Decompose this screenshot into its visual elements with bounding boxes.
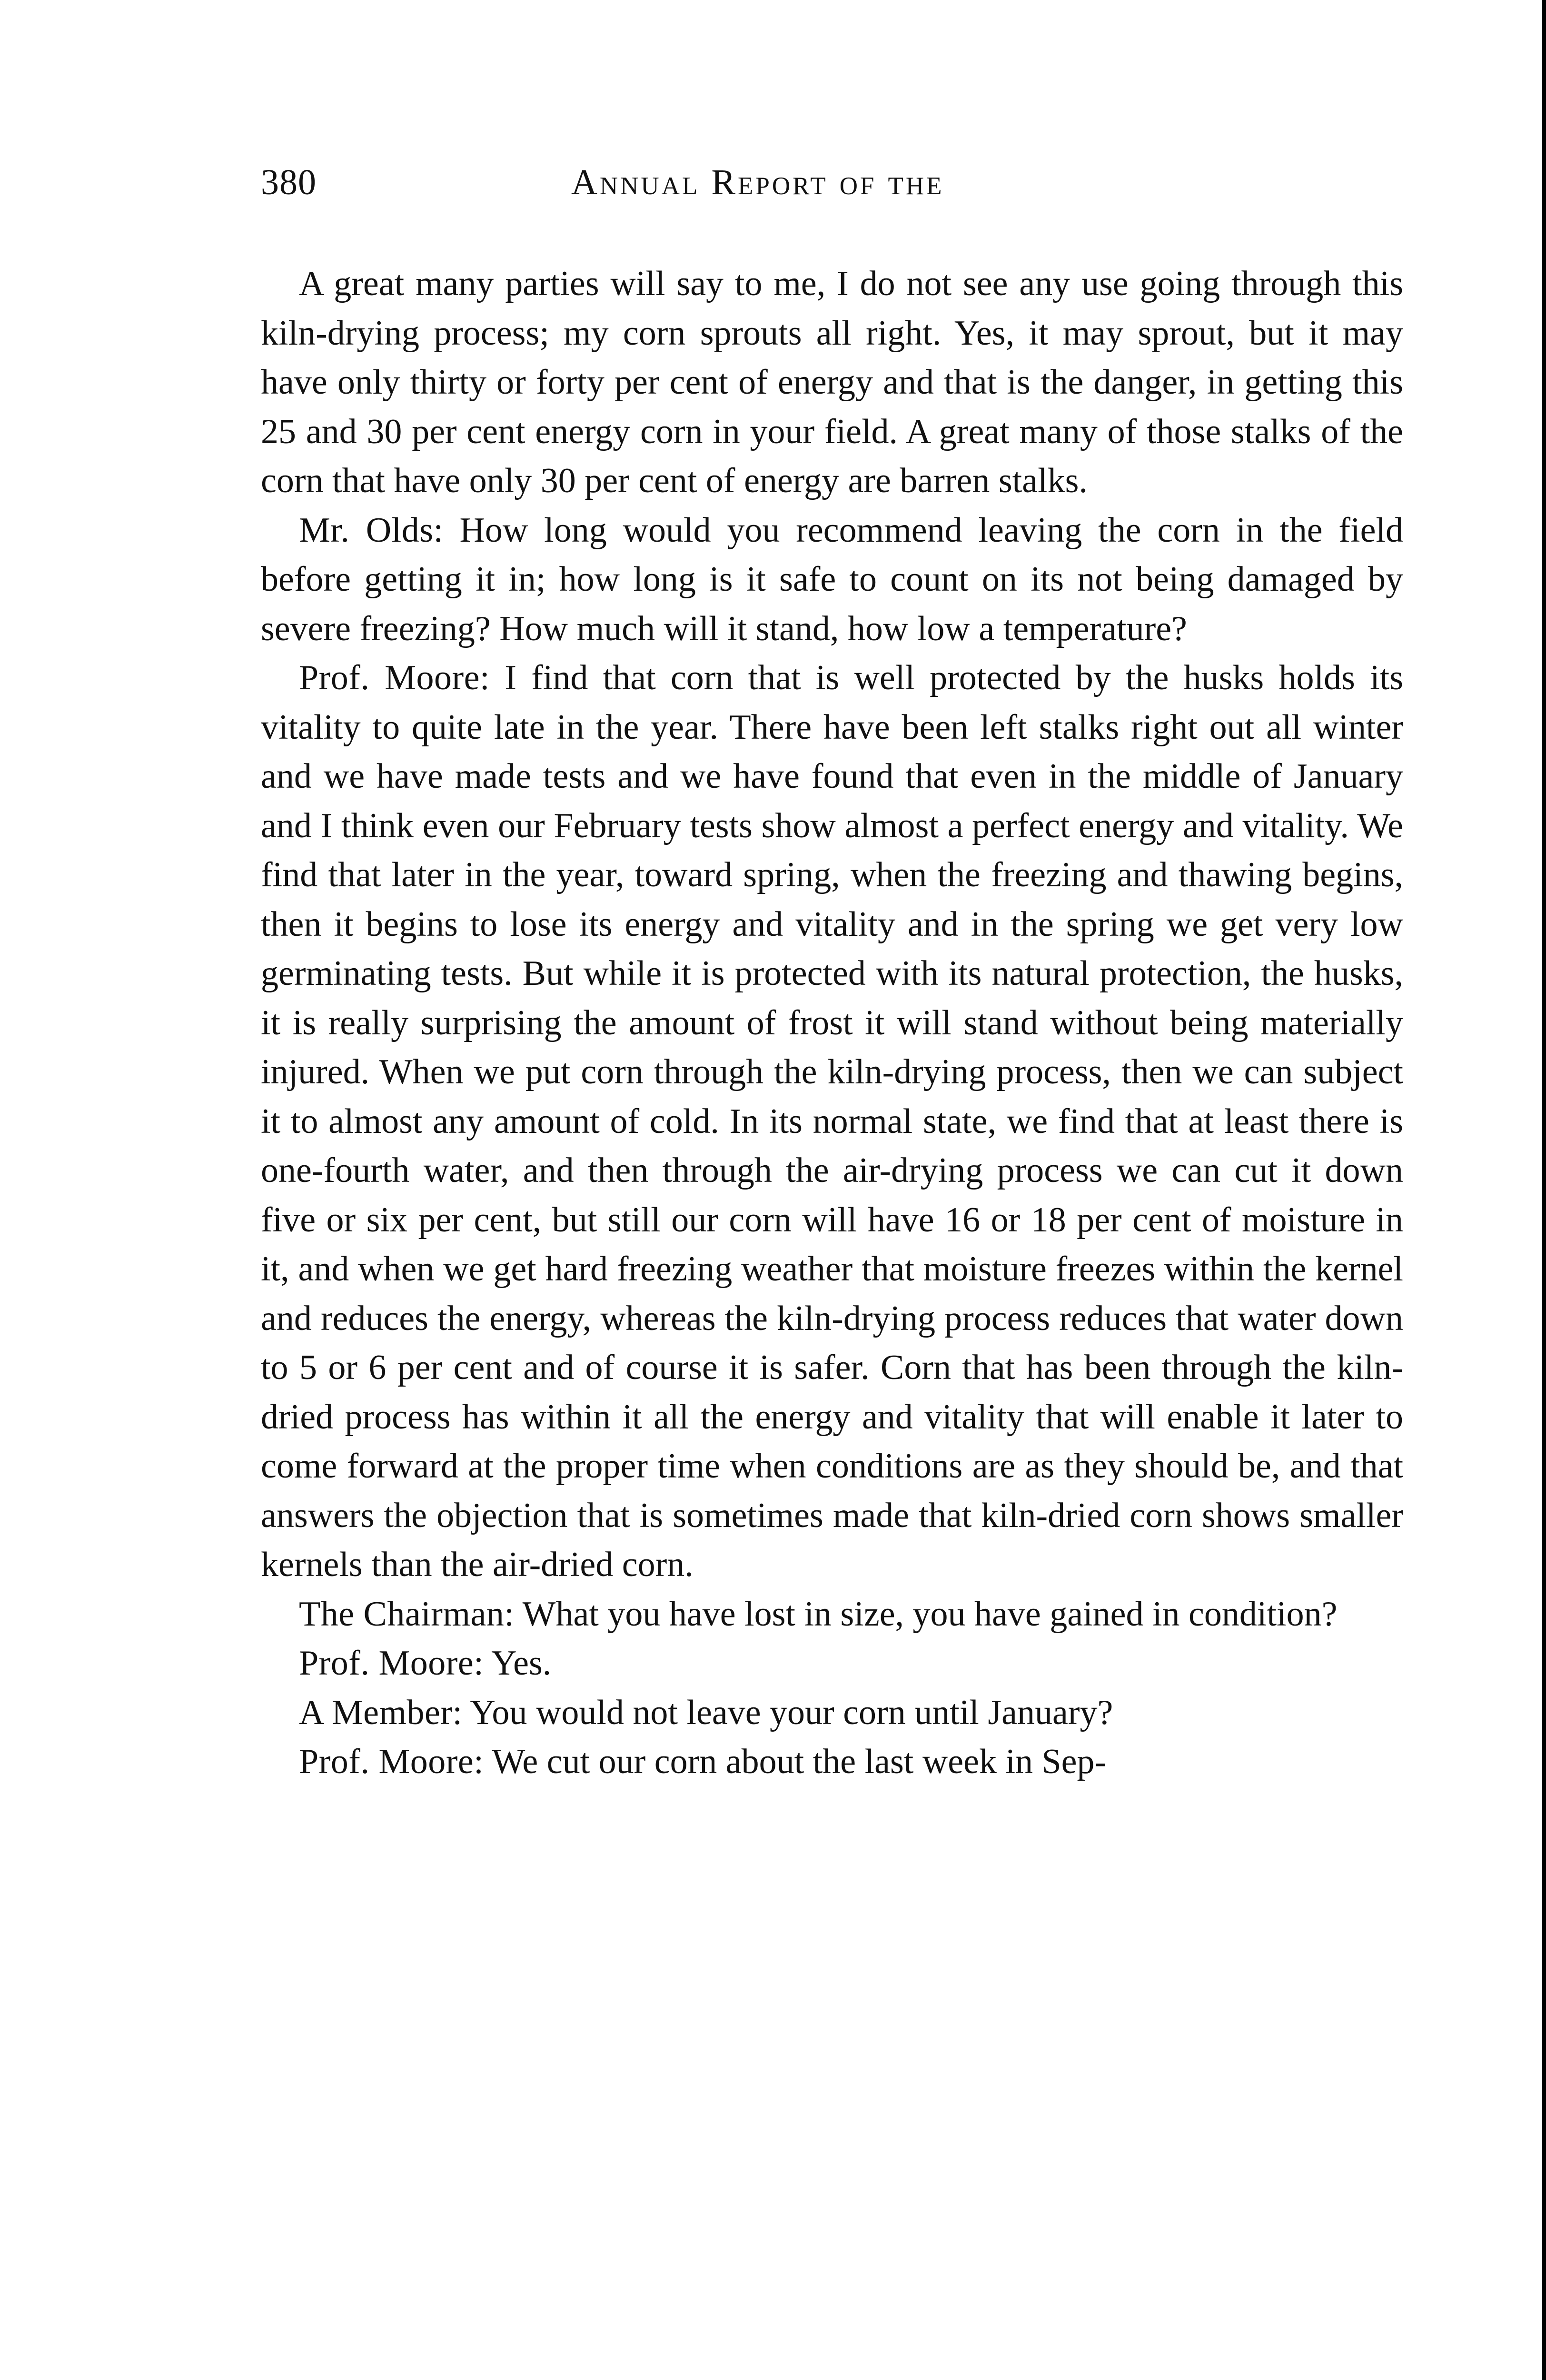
paragraph: [261, 654, 1403, 1590]
paragraph: [261, 1737, 1403, 1787]
paragraph: [261, 1590, 1403, 1639]
paragraph-text: We cut our corn about the last week in Sep-: [492, 1742, 1107, 1781]
running-head: Annual Report of the: [571, 162, 944, 202]
speaker-label: Mr. Olds:: [299, 510, 444, 550]
paragraph-text: What you have lost in size, you have gained in condition?: [522, 1594, 1338, 1634]
speaker-label: Prof. Moore:: [299, 1644, 484, 1683]
scan-edge-shadow: [1542, 0, 1546, 2380]
paragraph: [261, 1639, 1403, 1688]
paragraph: [261, 506, 1403, 654]
paragraph: [261, 1688, 1403, 1738]
page-number: 380: [261, 162, 317, 202]
paragraph-text: How long would you recommend leaving the corn in the field before getting it in; how long is it safe to count on its not being damaged by severe freezing? How much will it stand, how low a temperature?: [261, 510, 1403, 648]
paragraph-text: A great many parties will say to me, I do not see any use going through this kiln-drying process; my corn sprouts all right. Yes, it may sprout, but it may have only thirty or forty per cent of energy and that is the danger, in getting this 25 and 30 per cent energy corn in your field. A great many of those stalks of the corn that have only 30 per cent of energy are barren stalks.: [261, 264, 1403, 500]
speaker-label: Prof. Moore:: [299, 658, 490, 697]
paragraph-text: Yes.: [491, 1644, 552, 1683]
paragraph-text: You would not leave your corn until January?: [470, 1693, 1113, 1732]
speaker-label: A Member:: [299, 1693, 463, 1732]
paragraph-text: I find that corn that is well protected by the husks holds its vitality to quite late in the year. There have been left stalks right out all winter and we have made tests and we have found that even in the middle of January and I think even our February tests show almost a perfect energy and vitality. We find that later in the year, toward spring, when the freezing and thawing begins, then it begins to lose its energy and vitality and in the spring we get very low germinating tests. But while it is protected with its natural protection, the husks, it is really surprising the amount of frost it will stand without being materially injured. When we put corn through the kiln-drying process, then we can subject it to almost any amount of cold. In its normal state, we find that at least there is one-fourth water, and then through the air-drying process we can cut it down five or six per cent, but still our corn will have 16 or 18 per cent of moisture in it, and when we get hard freezing weather that moisture freezes within the kernel and reduces the energy, whereas the kiln-drying process reduces that water down to 5 or 6 per cent and of course it is safer. Corn that has been through the kiln-dried process has within it all the energy and vitality that will enable it later to come forward at the proper time when conditions are as they should be, and that answers the objection that is sometimes made that kiln-dried corn shows smaller kernels than the air-dried corn.: [261, 658, 1403, 1584]
speaker-label: Prof. Moore:: [299, 1742, 484, 1781]
paragraph: [261, 259, 1403, 506]
page-header: [261, 162, 1403, 214]
body-text: [261, 259, 1403, 1787]
speaker-label: The Chairman:: [299, 1594, 515, 1634]
